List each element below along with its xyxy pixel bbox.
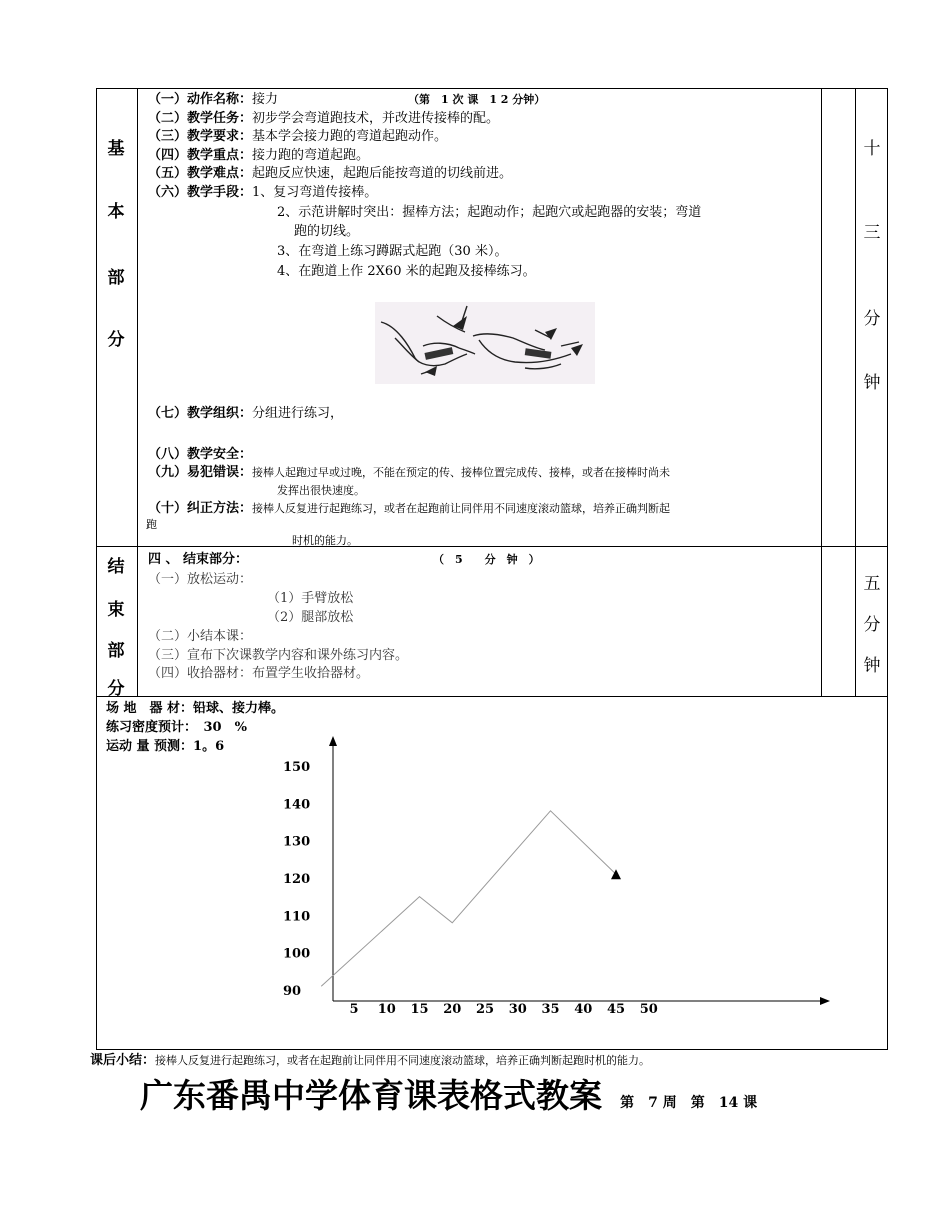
item-label: （六）教学手段：	[148, 185, 253, 200]
x-tick-label: 30	[508, 1002, 527, 1017]
item-fix-cont: 跑	[146, 518, 157, 531]
x-tick-label: 40	[574, 1002, 593, 1017]
exercise-load: 运动 量 预测：1。6	[106, 739, 225, 754]
lesson-time: （第 1 次 课 1 2 分钟）	[408, 93, 546, 106]
item-text: 接力跑的弯道起跑。	[252, 148, 370, 163]
item-label: （三）教学要求：	[148, 129, 253, 144]
x-tick-label: 25	[475, 1002, 495, 1017]
item-text: 接力	[252, 92, 279, 107]
basic-time-char: 十	[863, 139, 881, 159]
item-label: （七）教学组织：	[148, 406, 253, 421]
ending-time-char: 分	[863, 615, 881, 635]
x-tick-label: 5	[349, 1002, 359, 1017]
basic-side-char: 部	[107, 268, 125, 288]
y-tick-label: 150	[283, 760, 311, 775]
ending-line: （1）手臂放松	[267, 591, 354, 606]
ending-line: （二）小结本课：	[148, 629, 253, 644]
basic-side-char: 本	[107, 202, 125, 222]
basic-side-char: 基	[107, 139, 125, 159]
x-tick-label: 20	[443, 1002, 462, 1017]
item-text: 基本学会接力跑的弯道起跑动作。	[252, 129, 448, 144]
y-tick-label: 90	[283, 984, 302, 999]
basic-time-char: 三	[863, 223, 881, 243]
ending-line: （2）腿部放松	[267, 610, 354, 625]
item-text: 接棒人起跑过早或过晚，不能在预定的传、接棒位置完成传、接棒，或者在接棒时尚未	[252, 466, 671, 479]
summary-label: 课后小结：	[90, 1053, 156, 1068]
ending-side-char: 部	[107, 641, 125, 661]
practice-density: 练习密度预计： 30 %	[106, 720, 247, 735]
basic-side-char: 分	[107, 330, 125, 350]
item-label: （五）教学难点：	[148, 166, 253, 181]
means-line: 2、示范讲解时突出：握棒方法；起跑动作；起跑穴或起跑器的安装；弯道	[277, 205, 702, 220]
y-tick-label: 100	[283, 946, 311, 962]
y-axis-arrow	[329, 736, 337, 746]
item-label: （九）易犯错误：	[148, 465, 253, 480]
item-text: 初步学会弯道跑技术，并改进传接棒的配。	[252, 111, 500, 126]
x-tick-label: 10	[377, 1002, 396, 1017]
basic-time-char: 钟	[863, 373, 881, 393]
item-label: （一）动作名称：	[148, 92, 253, 107]
x-tick-label: 15	[410, 1002, 429, 1017]
y-tick-label: 140	[283, 797, 311, 813]
item-fix-cont: 时机的能力。	[292, 534, 358, 547]
means-line: 跑的切线。	[294, 224, 360, 239]
item-label: （八）教学安全：	[148, 447, 253, 462]
basic-time-char: 分	[863, 309, 881, 329]
week-lesson: 第 7 周 第 14 课	[620, 1095, 758, 1111]
x-tick-label: 50	[639, 1002, 658, 1017]
footer	[140, 1070, 757, 1117]
item-text: 分组进行练习，	[252, 406, 344, 421]
ending-line: （一）放松运动：	[148, 572, 253, 587]
page-title: 广东番禺中学体育课表格式教案	[140, 1076, 602, 1115]
x-axis-arrow	[820, 997, 830, 1005]
y-tick-label: 130	[283, 834, 311, 850]
item-label: （四）教学重点：	[148, 148, 253, 163]
ending-side-char: 束	[107, 600, 125, 620]
means-line: 3、在弯道上练习蹲踞式起跑（30 米）。	[277, 244, 508, 259]
item-text: 接棒人反复进行起跑练习，或者在起跑前让同伴用不同速度滚动篮球，培养正确判断起	[252, 502, 671, 515]
ending-time-char: 五	[863, 574, 881, 594]
x-tick-label: 35	[541, 1002, 560, 1017]
ending-title: 四 、 结束部分：	[148, 552, 249, 567]
series-line	[321, 811, 616, 986]
ending-side-char: 结	[107, 557, 125, 577]
item-label: （二）教学任务：	[148, 111, 253, 126]
ending-line: （四）收拾器材：布置学生收拾器材。	[148, 666, 370, 681]
venue-equipment: 场 地 器 材：铅球、接力棒。	[106, 701, 285, 716]
y-tick-label: 110	[283, 909, 311, 925]
means-line: 4、在跑道上作 2X60 米的起跑及接棒练习。	[277, 264, 536, 279]
ending-time: （ 5 分 钟 ）	[433, 553, 540, 566]
y-tick-label: 120	[283, 872, 311, 887]
item-text: 1、复习弯道传接棒。	[252, 185, 378, 200]
after-class-summary	[90, 1052, 650, 1070]
item-label: （十）纠正方法：	[148, 501, 253, 516]
summary-text: 接棒人反复进行起跑练习，或者在起跑前让同伴用不同速度滚动篮球，培养正确判断起跑时机的能力。	[155, 1054, 651, 1067]
ending-side-char: 分	[107, 679, 125, 696]
item-text: 起跑反应快速，起跑后能按弯道的切线前进。	[252, 166, 513, 181]
ending-time-char: 钟	[863, 656, 881, 676]
ending-line: （三）宣布下次课教学内容和课外练习内容。	[148, 648, 409, 663]
x-tick-label: 45	[606, 1002, 626, 1017]
item-errors-cont: 发挥出很快速度。	[277, 484, 365, 497]
